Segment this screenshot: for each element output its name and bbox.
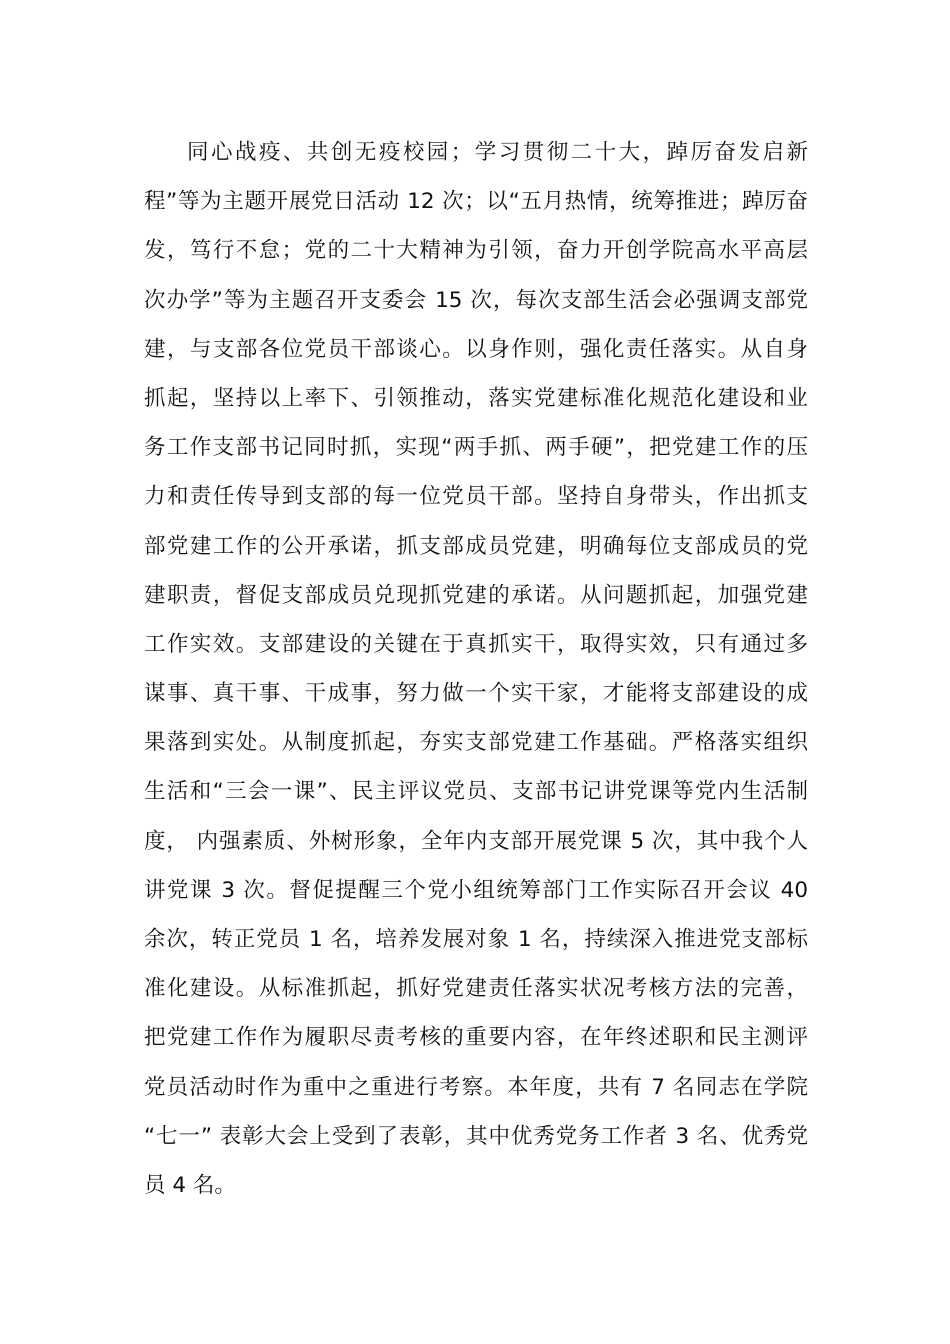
text-line: 生活和“三会一课”、民主评议党员、支部书记讲党课等党内生活制 bbox=[144, 779, 808, 805]
text-line: 谋事、真干事、干成事，努力做一个实干家，才能将支部建设的成 bbox=[144, 681, 808, 707]
text-line: 余次，转正党员 1 名，培养发展对象 1 名，持续深入推进党支部标 bbox=[144, 927, 808, 952]
text-line: 果落到实处。从制度抓起，夯实支部党建工作基础。严格落实组织 bbox=[144, 730, 808, 756]
text-line: 力和责任传导到支部的每一位党员干部。坚持自身带头，作出抓支 bbox=[144, 484, 808, 510]
text-line: 建职责，督促支部成员兑现抓党建的承诺。从问题抓起，加强党建 bbox=[144, 582, 808, 608]
text-line: 部党建工作的公开承诺，抓支部成员党建，明确每位支部成员的党 bbox=[144, 533, 808, 559]
text-line: 建，与支部各位党员干部谈心。以身作则，强化责任落实。从自身 bbox=[144, 336, 808, 362]
body-paragraph bbox=[144, 128, 808, 1210]
text-line: “七一” 表彰大会上受到了表彰，其中优秀党务工作者 3 名、优秀党 bbox=[144, 1123, 808, 1149]
text-line: 程”等为主题开展党日活动 12 次；以“五月热情，统筹推进；踔厉奋 bbox=[144, 189, 808, 215]
text-line: 务工作支部书记同时抓，实现“两手抓、两手硬”，把党建工作的压 bbox=[144, 435, 808, 461]
text-line: 讲党课 3 次。督促提醒三个党小组统筹部门工作实际召开会议 40 bbox=[144, 877, 808, 903]
text-line: 把党建工作作为履职尽责考核的重要内容，在年终述职和民主测评 bbox=[144, 1025, 808, 1051]
text-line: 准化建设。从标准抓起，抓好党建责任落实状况考核方法的完善， bbox=[144, 976, 808, 1002]
text-line: 同心战疫、共创无疫校园；学习贯彻二十大，踔厉奋发启新 bbox=[187, 140, 808, 165]
text-line: 发，笃行不怠；党的二十大精神为引领，奋力开创学院高水平高层 bbox=[144, 238, 808, 264]
text-line: 度， 内强素质、外树形象，全年内支部开展党课 5 次，其中我个人 bbox=[144, 828, 808, 854]
text-line: 工作实效。支部建设的关键在于真抓实干，取得实效，只有通过多 bbox=[144, 631, 808, 657]
text-line: 员 4 名。 bbox=[144, 1172, 236, 1198]
text-line: 次办学”等为主题召开支委会 15 次，每次支部生活会必强调支部党 bbox=[144, 287, 808, 313]
text-line: 党员活动时作为重中之重进行考察。本年度，共有 7 名同志在学院 bbox=[144, 1074, 808, 1100]
text-line: 抓起，坚持以上率下、引领推动，落实党建标准化规范化建设和业 bbox=[144, 385, 808, 411]
